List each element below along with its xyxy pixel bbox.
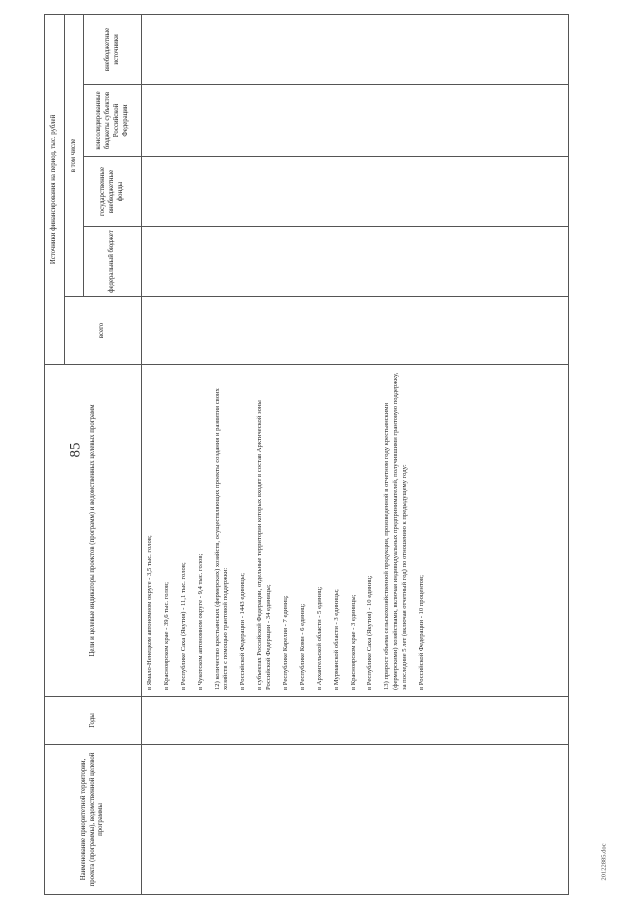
goal-item: в Мурманской области - 3 единицы;	[332, 589, 340, 690]
header-goals: Цели и целевые индикаторы проектов (программ) и ведомственных целевых программ	[45, 365, 142, 697]
header-regional: консолидированные бюджеты субъектов Российской Федерации	[84, 85, 142, 157]
goal-item: в Красноярском крае - 39,6 тыс. голов;	[162, 582, 170, 690]
goal-item: в Республике Саха (Якутия) - 11,1 тыс. голов;	[179, 562, 187, 690]
table-row	[142, 14, 569, 894]
footer-filename: 20122885.doc	[600, 843, 608, 881]
goal-item: в Архангельской области - 5 единиц;	[315, 586, 323, 690]
goal-item: 13) прирост объема сельскохозяйственной продукции, произведенной в отчетном году крестьянскими (фермерскими) хозяйствами, включая индивидуальных предпринимателей, получившими грантовую поддержку, за последние 5 лет (включая отчетный год) по отношению к предыдущему году:	[383, 372, 409, 690]
financing-table	[44, 14, 569, 895]
cell-years	[142, 697, 569, 745]
header-years: Годы	[45, 697, 142, 745]
header-extrabudget: внебюджетные источники	[84, 14, 142, 84]
page-number: 85	[67, 442, 84, 458]
goal-item: в Ямало-Ненецком автономном округе - 3,5 тыс. голов;	[146, 535, 153, 690]
header-including: в том числе	[64, 14, 84, 296]
cell-extrabudget	[142, 14, 569, 84]
header-total: всего	[64, 297, 141, 365]
goal-item: в Республике Коми - 6 единиц;	[298, 603, 306, 690]
header-federal: федеральный бюджет	[84, 227, 142, 297]
goal-item: в субъектах Российской Федерации, отдельные территории которых входят в состав Арктической зоны Российской Федерации - 34 единицы;	[256, 400, 273, 690]
cell-state-funds	[142, 157, 569, 227]
cell-name	[142, 745, 569, 895]
goal-item: в Красноярском крае - 3 единицы;	[349, 594, 357, 690]
financing-table-rotated	[44, 15, 569, 895]
goal-item: в Чукотском автономном округе - 9,4 тыс. голов;	[196, 553, 204, 690]
goal-item: в Российской Федерации - 1443 единицы;	[239, 573, 247, 690]
cell-total	[142, 297, 569, 365]
header-financing: Источники финансирования на период, тыс. рублей	[45, 14, 65, 364]
cell-goals	[142, 365, 569, 697]
header-name: Наименование приоритетной территории, проекта (программы), ведомственной целевой программы	[45, 745, 142, 895]
cell-federal	[142, 227, 569, 297]
goal-item: в Республике Карелия - 7 единиц;	[282, 595, 290, 690]
cell-regional	[142, 85, 569, 157]
goal-item: в Республике Саха (Якутия) - 10 единиц;	[366, 575, 374, 690]
goal-item: 12) количество крестьянских (фермерских) хозяйств, осуществляющих проекты создания и развития своих хозяйств с помощью грантовой поддержки:	[213, 388, 230, 690]
header-state-funds: государственные внебюджетные фонды	[84, 157, 142, 227]
goal-item: в Российской Федерации - 10 процентов;	[418, 575, 426, 690]
